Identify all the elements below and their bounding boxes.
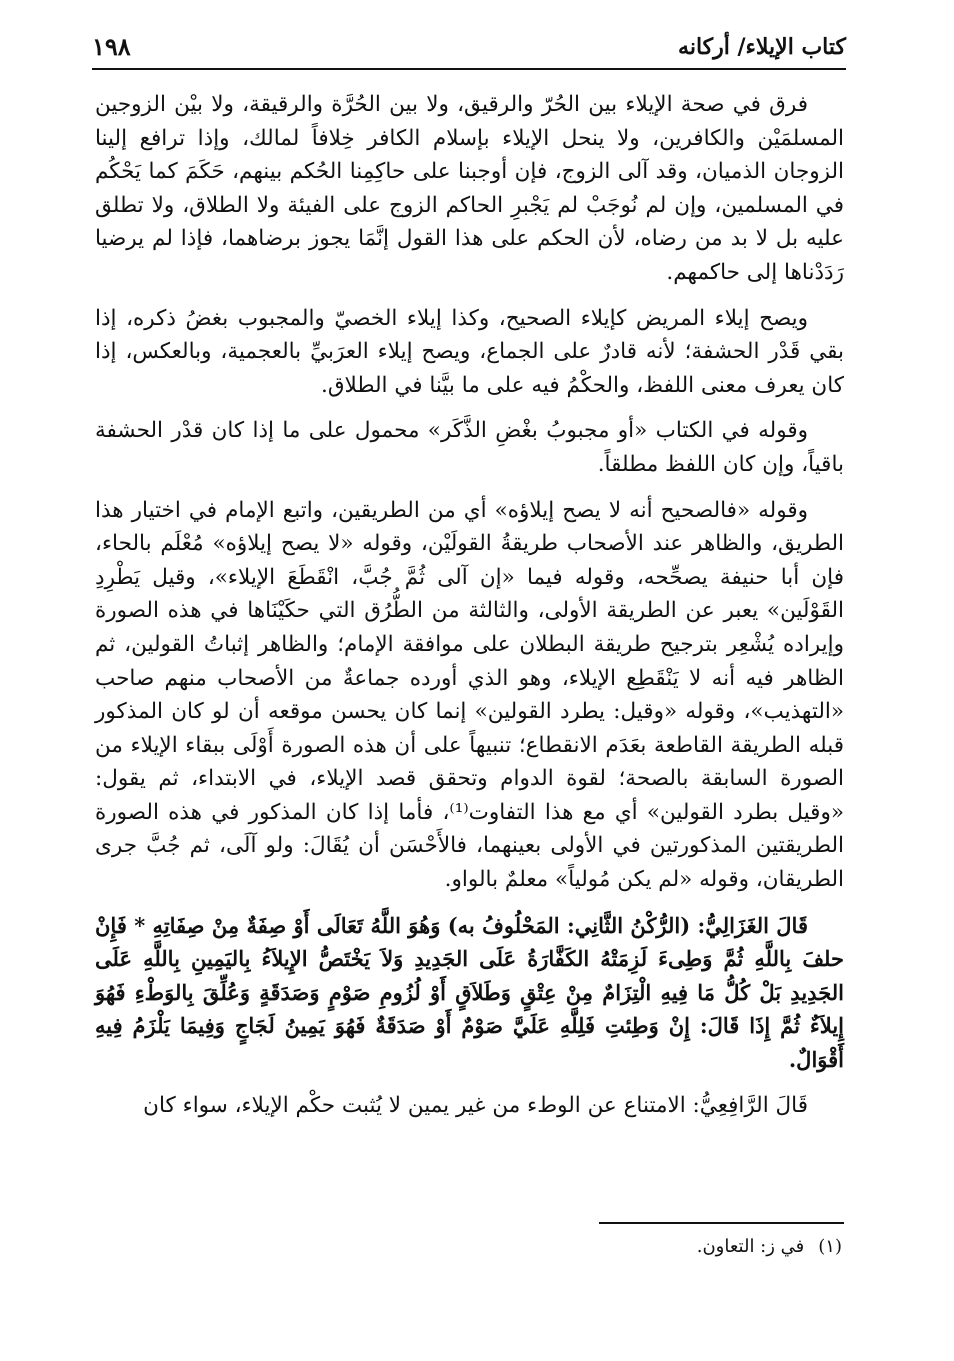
running-header xyxy=(92,30,846,64)
footnote xyxy=(697,1232,842,1262)
footnote-rule xyxy=(599,1222,844,1224)
paragraph-rafii: قَالَ الرَّافِعِيُّ: الامتناع عن الوطء من غير يمين لا يُثبت حكْم الإيلاء، سواء كان xyxy=(143,1092,808,1118)
paragraph-3: وقوله في الكتاب «أو مجبوبُ بغْضِ الذَّكَر» محمول على ما إذا كان قدْر الحشفة باقياً، وإن كان اللفظ مطلقاً. xyxy=(95,418,844,477)
paragraph-1: فرق في صحة الإيلاء بين الحُرّ والرقيق، ولا بين الحُرَّة والرقيقة، ولا بيْن الزوجين المسلمَيْن والكافرين، ولا ينحل الإيلاء بإسلام الكافر خِلافاً لمالك، وإذا ترافع إلينا الزوجان الذميان، وقد آلى الزوج، فإن أوجبنا على حاكِمِنا الحُكم بينهم، حَكَمَ كما يَحْكُم في المسلمين، وإن لم نُوجَبْ لم يَجْبرِ الحاكم الزوج على الفيئة ولا الطلاق، ولا تطلق عليه بل لا بد من رضاه، لأن الحكم على هذا القول إنَّمَا يجوز برضاهما، فإذا لم يرضيا رَدَدْناها إلى حاكمهم. xyxy=(95,92,844,285)
header-title: كتاب الإيلاء/ أركانه xyxy=(678,34,846,60)
paragraph-ghazali-quote: قَالَ الغَزَالِيُّ: (الرُّكْنُ الثَّانِي: المَحْلُوفُ به) وَهُوَ اللَّهُ تَعَالَى أَوْ صِفَةٌ مِنْ صِفَاتِهِ * فَإِنْ حلفَ بِاللَّهِ ثُمَّ وَطِىءَ لَزِمَتْهُ الكَفَّارَةُ عَلَى الجَدِيدِ وَلاَ يَخْتَصُّ الإِيلاَءُ بِاليَمِينِ بِاللَّهِ عَلَى الجَدِيدِ بَلْ كُلُّ مَا فِيهِ الْتِزَامٌ مِنْ عِتْقٍ وَطَلاَقٍ أَوْ لُزُومِ صَوْمٍ وَصَدَقَةٍ وَعُلِّقَ بِالوَطْءِ فَهُوَ إِيلاَءٌ ثُمَّ إِذَا قَالَ: إِنْ وَطِئتِ فَلِلَّهِ عَلَيَّ صَوْمٌ أَوْ صَدَقَةٌ فَهُوَ يَمِينُ لَجَاجٍ وَفِيمَا يَلْزَمُ فِيهِ أَقْوَالٌ. xyxy=(95,912,844,1073)
body-text xyxy=(95,88,844,1122)
header-rule xyxy=(92,68,846,70)
page-number: ١٩٨ xyxy=(92,32,131,61)
paragraph-2: ويصح إيلاء المريض كإيلاء الصحيح، وكذا إيلاء الخصيّ والمجبوب بغضُ ذكره، إذا بقي قَدْر الحشفة؛ لأنه قادرٌ على الجماع، ويصح إيلاء العرَبيِّ بالعجمية، وبالعكس، إذا كان يعرف معنى اللفظ، والحكْمُ فيه على ما بيَّنا في الطلاق. xyxy=(95,305,844,398)
footnote-text: في ز: التعاون. xyxy=(696,1236,805,1257)
footnote-number: (١) xyxy=(818,1236,842,1257)
paragraph-4: وقوله «فالصحيح أنه لا يصح إيلاؤه» أي من الطريقين، واتبع الإمام في اختيار هذا الطريق، والظاهر عند الأصحاب طريقةُ القولَيْن، وقوله «لا يصح إيلاؤه» مُعْلَم بالحاء، فإن أبا حنيفة يصحِّحه، وقوله فيما «إن آلى ثُمَّ جُبَّ، انْقَطَعَ الإيلاء»، وقيل يَطْرِدِ القَوْلَين» يعبر عن الطريقة الأولى، والثالثة من الطُّرُق التي حكَيْنَاها في هذه الصورة وإيراده يُشْعِر بترجيح طريقة البطلان على موافقة الإمام؛ والظاهر إثباتُ القولين، ثم الظاهر فيه أنه لا يَنْقَطِع الإيلاء، وهو الذي أورده جماعةٌ من الأصحاب منهم صاحب «التهذيب»، وقوله «وقيل: يطرد القولين» إنما كان يحسن موقعه أن لو كان المذكور قبله الطريقة القاطعة بعَدَم الانقطاع؛ تنبيهاً على أن هذه الصورة أَوْلَى ببقاء الإيلاء من الصورة السابقة بالصحة؛ لقوة الدوام وتحقق قصد الإيلاء، في الابتداء، ثم يقول: «وقيل بطرد القولين» أي مع هذا التفاوت⁽¹⁾، فأما إذا كان المذكور في هذه الصورة الطريقتين المذكورتين في الأولى بعينهما، فالأَحْسَن أن يُقَالَ: ولو آلَى، ثم جُبَّ جرى الطريقان، وقوله «لم يكن مُولياً» معلمٌ بالواو. xyxy=(95,497,844,893)
